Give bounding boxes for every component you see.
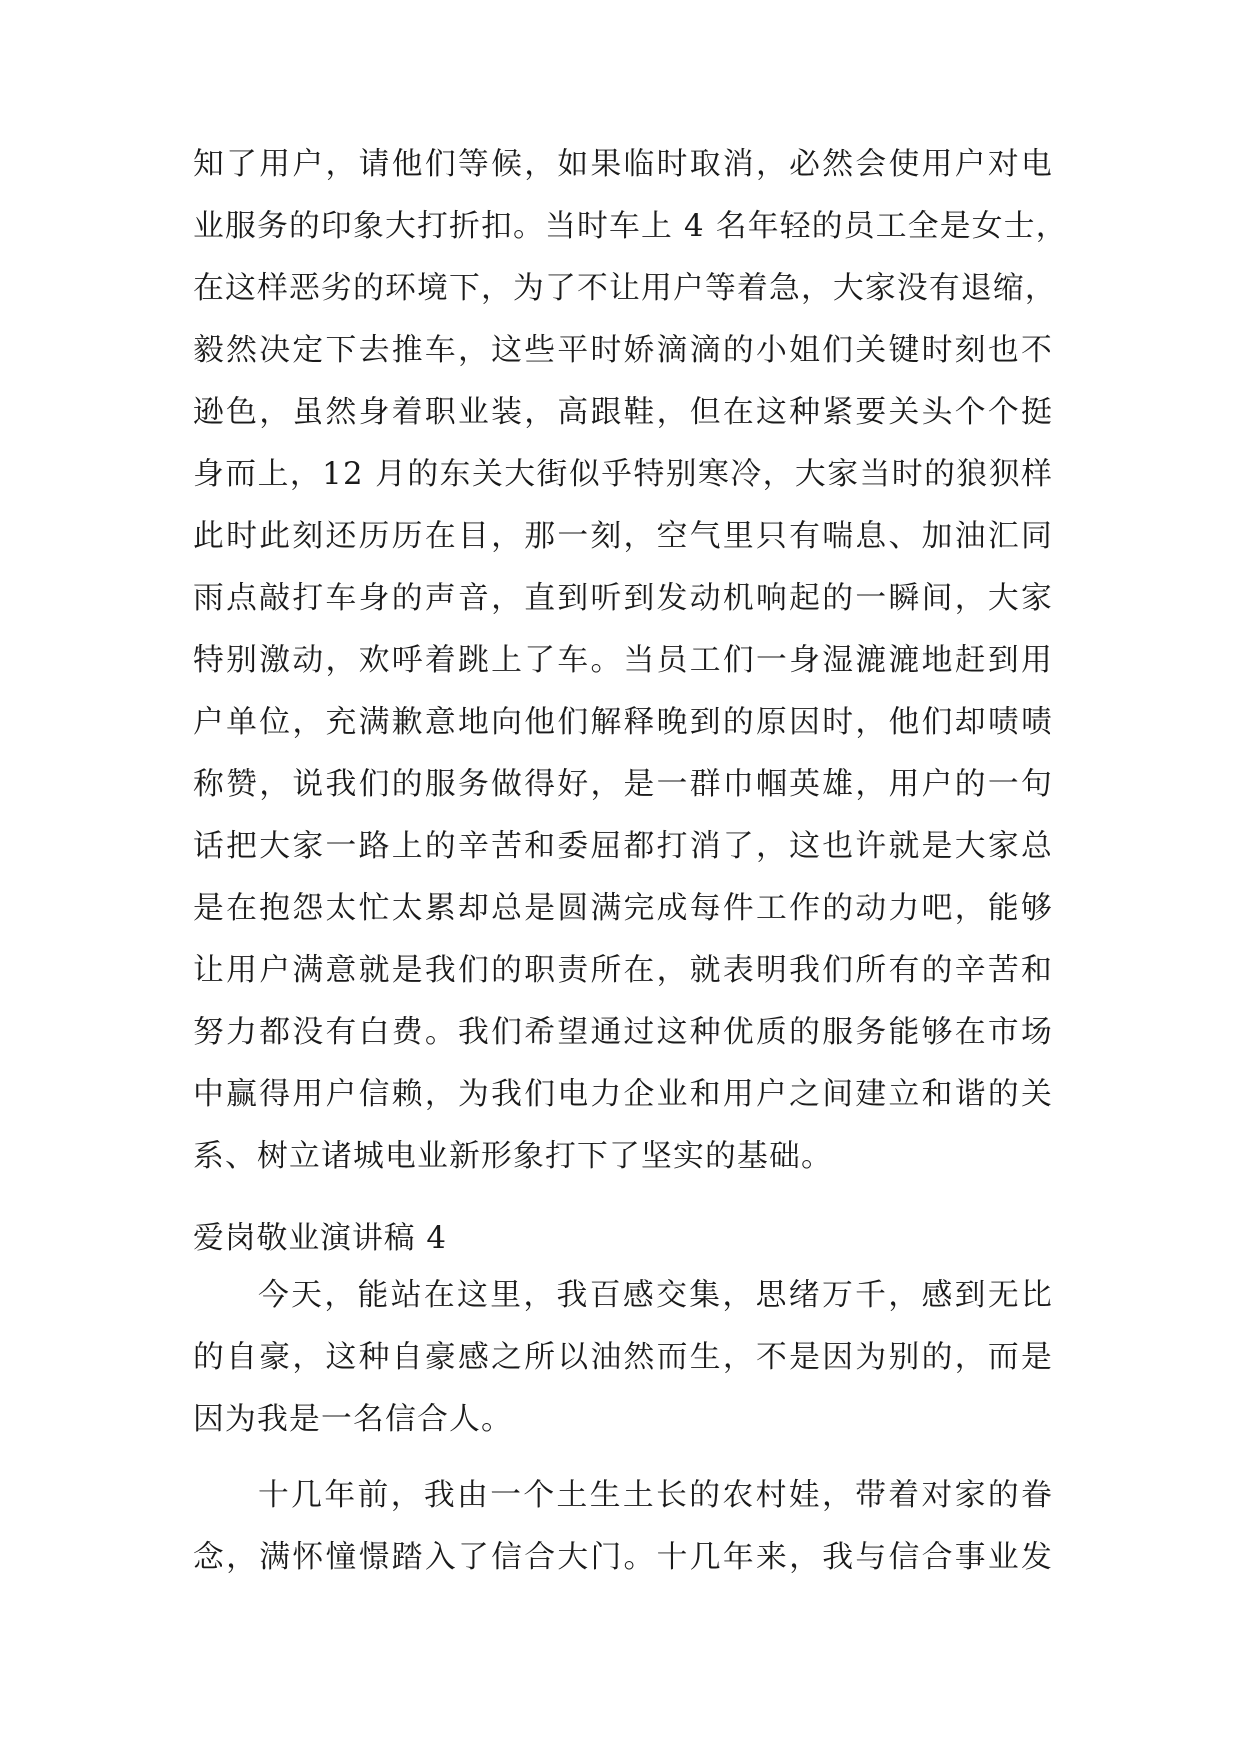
section-heading: 爱岗敬业演讲稿 4 xyxy=(193,1220,447,1256)
text-line: 雨点敲打车身的声音，直到听到发动机响起的一瞬间，大家 xyxy=(193,580,1053,616)
text-line: 毅然决定下去推车，这些平时娇滴滴的小姐们关键时刻也不 xyxy=(193,332,1053,368)
text-line: 今天，能站在这里，我百感交集，思绪万千，感到无比 xyxy=(258,1277,1053,1313)
text-line: 因为我是一名信合人。 xyxy=(193,1401,513,1437)
text-line: 业服务的印象大打折扣。当时车上 4 名年轻的员工全是女士， xyxy=(193,208,1068,244)
text-line: 此时此刻还历历在目，那一刻，空气里只有喘息、加油汇同 xyxy=(193,518,1053,554)
text-line: 知了用户，请他们等候，如果临时取消，必然会使用户对电 xyxy=(193,146,1053,182)
text-line: 努力都没有白费。我们希望通过这种优质的服务能够在市场 xyxy=(193,1014,1053,1050)
text-line: 特别激动，欢呼着跳上了车。当员工们一身湿漉漉地赶到用 xyxy=(193,642,1053,678)
text-line: 话把大家一路上的辛苦和委屈都打消了，这也许就是大家总 xyxy=(193,828,1053,864)
text-line: 逊色，虽然身着职业装，高跟鞋，但在这种紧要关头个个挺 xyxy=(193,394,1053,430)
text-line: 户单位，充满歉意地向他们解释晚到的原因时，他们却啧啧 xyxy=(193,704,1053,740)
text-line: 系、树立诸城电业新形象打下了坚实的基础。 xyxy=(193,1138,833,1174)
text-line: 称赞，说我们的服务做得好，是一群巾帼英雄，用户的一句 xyxy=(193,766,1053,802)
text-line: 在这样恶劣的环境下，为了不让用户等着急，大家没有退缩， xyxy=(193,270,1057,306)
text-line: 的自豪，这种自豪感之所以油然而生，不是因为别的，而是 xyxy=(193,1339,1053,1375)
text-line: 十几年前，我由一个土生土长的农村娃，带着对家的眷 xyxy=(258,1477,1053,1513)
text-line: 念，满怀憧憬踏入了信合大门。十几年来，我与信合事业发 xyxy=(193,1539,1053,1575)
text-line: 是在抱怨太忙太累却总是圆满完成每件工作的动力吧，能够 xyxy=(193,890,1053,926)
text-line: 身而上，12 月的东关大街似乎特别寒冷，大家当时的狼狈样 xyxy=(193,456,1053,492)
text-line: 让用户满意就是我们的职责所在，就表明我们所有的辛苦和 xyxy=(193,952,1053,988)
text-line: 中赢得用户信赖，为我们电力企业和用户之间建立和谐的关 xyxy=(193,1076,1053,1112)
